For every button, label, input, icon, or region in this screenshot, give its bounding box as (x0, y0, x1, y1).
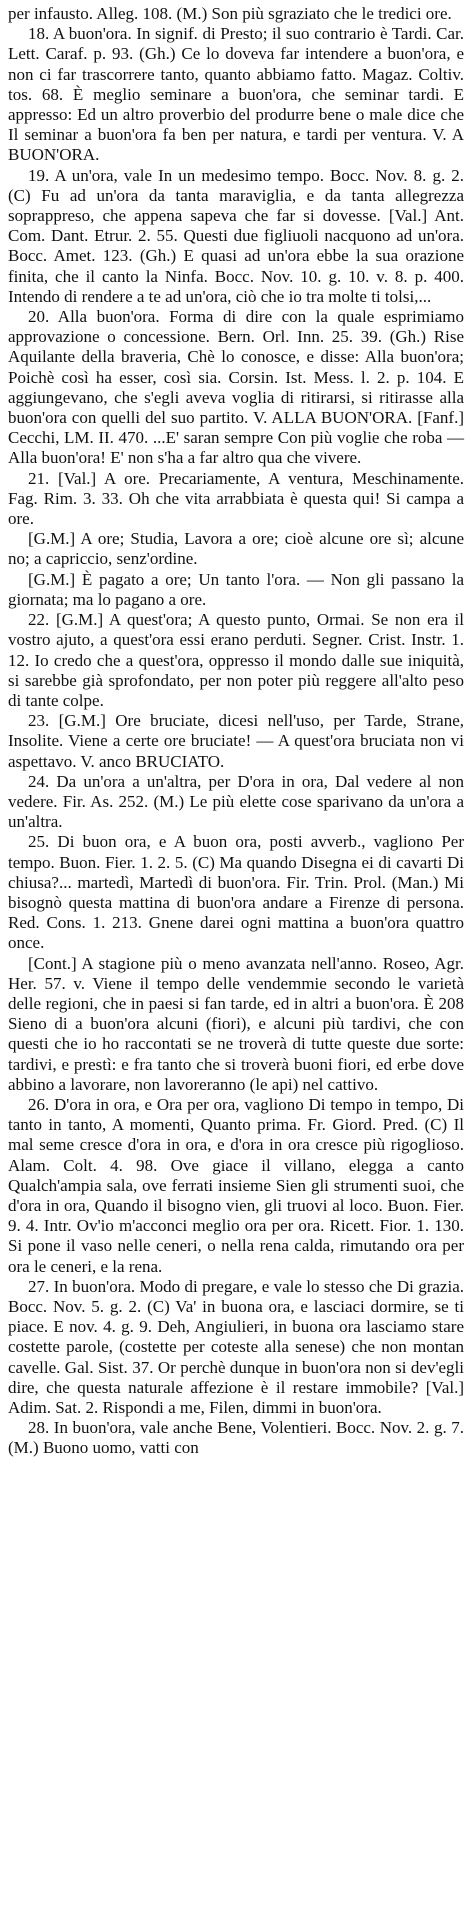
entry-continuation: per infausto. Alleg. 108. (M.) Son più sgraziato che le tredici ore. (8, 4, 452, 23)
entry-18: 18. A buon'ora. In signif. di Presto; il suo contrario è Tardi. Car. Lett. Caraf. p. 93. (Gh.) Ce lo doveva far intendere a buon'ora, e non ci far trascorrere tanto, quanto abbiamo fatto. Magaz. Coltiv. tos. 68. È meglio seminare a buon'ora, che seminar tardi. E appresso: Ed un altro proverbio del produrre bene o male dice che Il seminar a buon'ora fa ben per natura, e tardi per ventura. V. A BUON'ORA. (8, 24, 464, 165)
entry-21: 21. [Val.] A ore. Precariamente, A ventura, Meschinamente. Fag. Rim. 3. 33. Oh che vita arrabbiata è questa qui! Si campa a ore. (8, 468, 464, 529)
entry-26: 26. D'ora in ora, e Ora per ora, vagliono Di tempo in tempo, Di tanto in tanto, A momenti, Quanto prima. Fr. Giord. Pred. (C) Il mal seme cresce d'ora in ora, e d'ora in ora cresce più rigoglioso. Alam. Colt. 4. 98. Ove giace il villano, elegga a canto Qualch'ampia sala, ove ferrati insieme Sien gli strumenti suoi, che d'ora in ora, Quando il bisogno vien, gli truovi al loco. Buon. Fier. 9. 4. Intr. Ov'io m'acconci meglio ora per ora. Ricett. Fior. 1. 130. Si pone il vaso nelle ceneri, o nella rena calda, rimutando ora per ora le ceneri, e la rena. (8, 1094, 464, 1276)
entry-24: 24. Da un'ora a un'altra, per D'ora in ora, Dal vedere al non vedere. Fir. As. 252. (M.) Le più elette cose sparivano da un'ora a un'altra. (8, 771, 464, 832)
entry-25-sub: [Cont.] A stagione più o meno avanzata nell'anno. Roseo, Agr. Her. 57. v. Viene il tempo delle vendemmie secondo le varietà delle regioni, che in paesi si fan tarde, ed in altri a buon'ora. È 208 Sieno di a buon'ora alcuni (fiori), e alcuni più tardivi, che con questi che io ho raccontati se ne troverà di tutte queste due sorte: tardivi, e prestì: e fra tanto che si troverà buoni fiori, ed erbe dove abbino a lavorare, non lavoreranno (le api) nel cattivo. (8, 953, 464, 1094)
entry-21-sub-2: [G.M.] È pagato a ore; Un tanto l'ora. — Non gli passano la giornata; ma lo pagano a ore. (8, 569, 464, 609)
entry-20: 20. Alla buon'ora. Forma di dire con la quale esprimiamo approvazione o concessione. Bern. Orl. Inn. 25. 39. (Gh.) Rise Aquilante della braveria, Chè lo conosce, e disse: Alla buon'ora; Poichè così ha esser, così sia. Corsin. Ist. Mess. l. 2. p. 104. E aggiungevano, che s'egli aveva voglia di ritirarsi, si ritirasse alla buon'ora con quelli del suo partito. V. ALLA BUON'ORA. [Fanf.] Cecchi, LM. II. 470. ...E' saran sempre Con più voglie che roba — Alla buon'ora! E' non s'ha a far altro qua che vivere. (8, 307, 464, 468)
entry-22: 22. [G.M.] A quest'ora; A questo punto, Ormai. Se non era il vostro ajuto, a quest'ora essi erano perduti. Segner. Crist. Instr. 1. 12. Io credo che a quest'ora, oppresso il mondo dalle sue iniquità, si sarebbe già sprofondato, per non poter più reggere all'alto peso di tante colpe. (8, 610, 464, 710)
entry-19: 19. A un'ora, vale In un medesimo tempo. Bocc. Nov. 8. g. 2. (C) Fu ad un'ora da tanta maraviglia, e da tanta allegrezza soprappreso, che appena sapeva che far si dovesse. [Val.] Ant. Com. Dant. Etrur. 2. 55. Questi due figliuoli nacquono ad un'ora. Bocc. Amet. 123. (Gh.) E quasi ad un'ora ebbe la sua orazione finita, che il canto la Ninfa. Bocc. Nov. 10. g. 10. v. 8. p. 400. Intendo di rendere a te ad un'ora, ciò che io tra molte ti tolsi,... (8, 165, 464, 306)
entry-23: 23. [G.M.] Ore bruciate, dicesi nell'uso, per Tarde, Strane, Insolite. Viene a certe ore bruciate! — A quest'ora bruciata non vi aspettavo. V. anco BRUCIATO. (8, 711, 464, 771)
entry-27: 27. In buon'ora. Modo di pregare, e vale lo stesso che Di grazia. Bocc. Nov. 5. g. 2. (C) Va' in buona ora, e lasciaci dormire, se ti piace. E nov. 4. g. 9. Deh, Angiulieri, in buona ora lasciamo stare costette parole, (costette per cotestе alla senese) che non montan cavelle. Gal. Sist. 37. Or perchè dunque in buon'ora non si dev'egli dire, che questa naturale affezione è il restare immobile? [Val.] Adim. Sat. 2. Rispondi a me, Filen, dimmi in buon'ora. (8, 1276, 464, 1418)
entry-25: 25. Di buon ora, e A buon ora, posti avverb., vagliono Per tempo. Buon. Fier. 1. 2. 5. (C) Ma quando Disegna ei di cavarti Di chiusa?... martedì, Martedì di buon'ora. Fir. Trin. Prol. (Man.) Mi bisognò questa mattina di buon'ora andare a Firenze di persona. Red. Cons. 1. 213. Gnene darei ogni mattina a buon'ora quattro once. (8, 832, 464, 953)
entry-21-sub-1: [G.M.] A ore; Studia, Lavora a ore; cioè alcune ore sì; alcune no; a capriccio, senz'ordine. (8, 529, 464, 569)
entry-28: 28. In buon'ora, vale anche Bene, Volentieri. Bocc. Nov. 2. g. 7. (M.) Buono uomo, vatti con (8, 1418, 464, 1458)
